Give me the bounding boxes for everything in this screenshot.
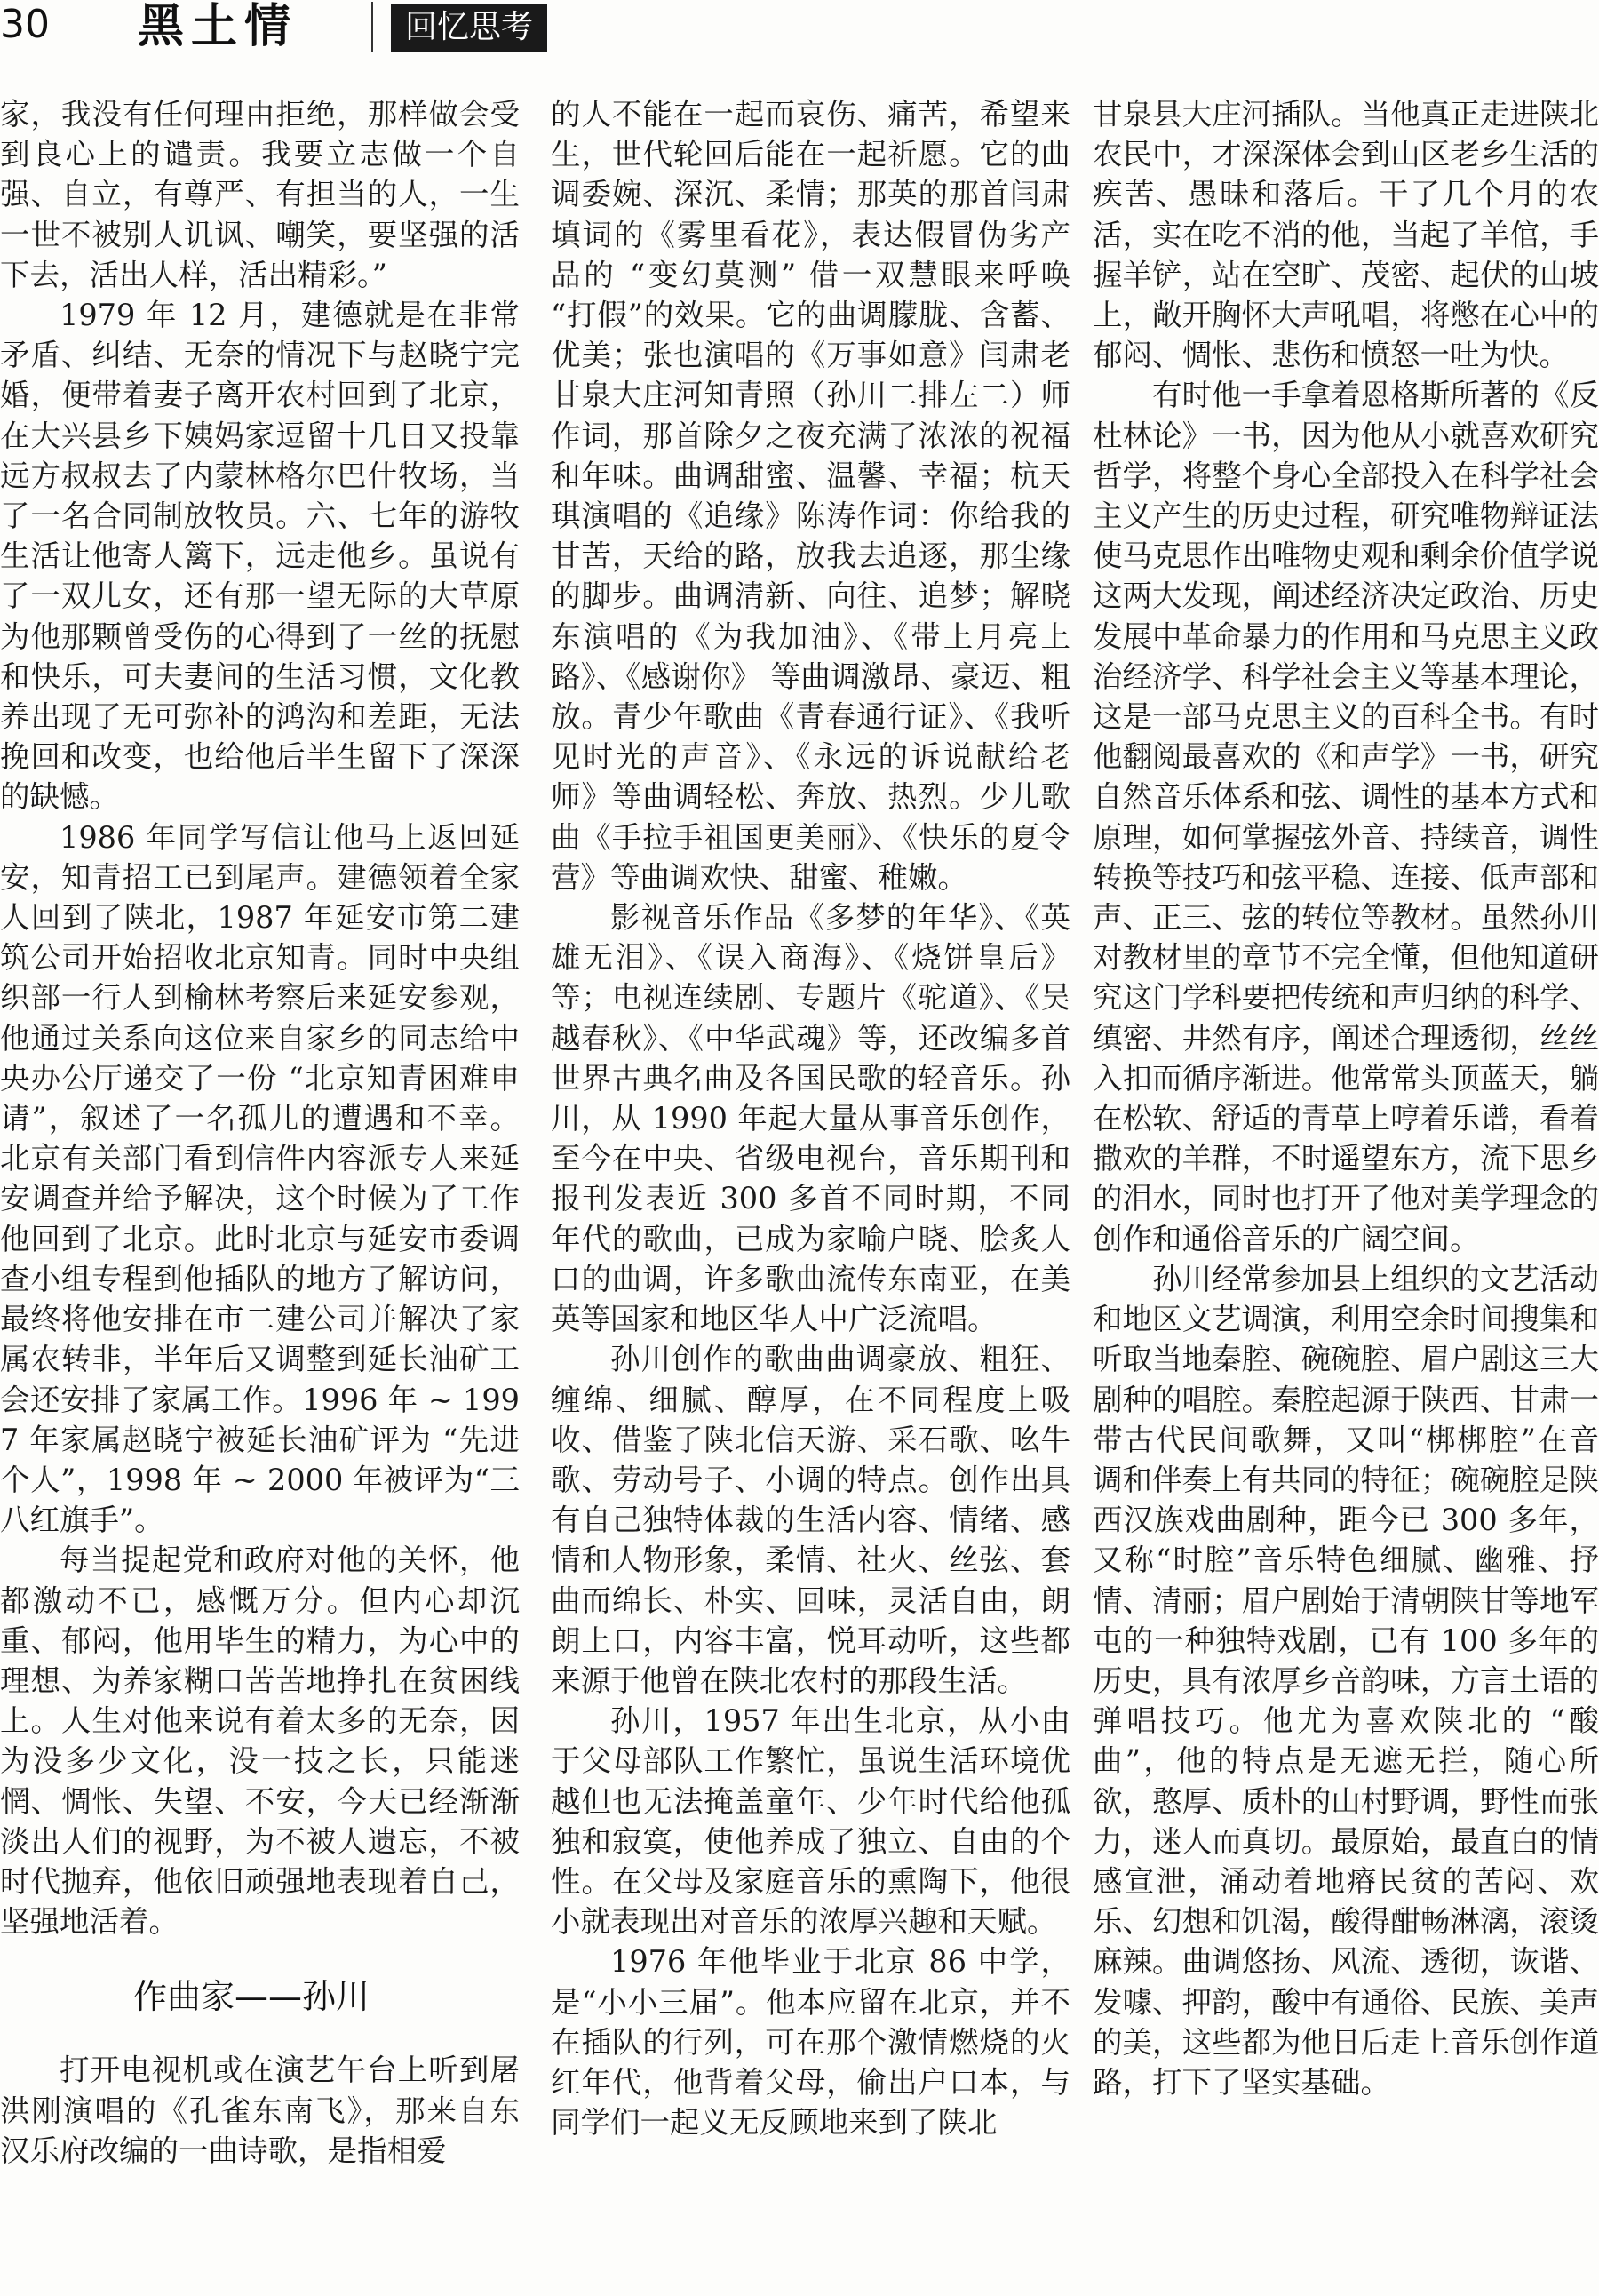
paragraph: 的人不能在一起而哀伤、痛苦，希望来生，世代轮回后能在一起祈愿。它的曲调委婉、深沉、柔情；那英的那首闫肃填词的《雾里看花》，表达假冒伪劣产品的 “变幻莫测” 借一双慧眼来呼唤 “打假”的效果。它的曲调朦胧、含蓄、优美；张也演唱的《万事如意》闫肃老甘泉大庄河知青照（孙川二排左二）师作词，那首除夕之夜充满了浓浓的祝福和年味。曲调甜蜜、温馨、幸福；杭天琪演唱的《追缘》陈涛作词：你给我的甘苦，天给的路，放我去追逐，那尘缘的脚步。曲调清新、向往、追梦；解晓东演唱的《为我加油》、《带上月亮上路》、《感谢你》 等曲调激昂、豪迈、粗放。青少年歌曲《青春通行证》、《我听见时光的声音》、《永远的诉说献给老师》等曲调轻松、奔放、热烈。少儿歌曲《手拉手祖国更美丽》、《快乐的夏令营》等曲调欢快、甜蜜、稚嫩。 bbox=[551, 97, 1070, 895]
paragraph: 孙川创作的歌曲曲调豪放、粗狂、缠绵、细腻、醇厚，在不同程度上吸收、借鉴了陕北信天游、采石歌、吆牛歌、劳动号子、小调的特点。创作出具有自己独特体裁的生活内容、情绪、感情和人物形象，柔情、社火、丝弦、套曲而绵长、朴实、回味，灵活自由，朗朗上口，内容丰富，悦耳动听，这些都来源于他曾在陕北农村的那段生活。 bbox=[551, 1342, 1070, 1698]
paragraph: 孙川经常参加县上组织的文艺活动和地区文艺调演，利用空余时间搜集和听取当地秦腔、碗碗腔、眉户剧这三大剧种的唱腔。秦腔起源于陕西、甘肃一带古代民间歌舞，又叫“梆梆腔”在音调和伴奏上有共同的特征；碗碗腔是陕西汉族戏曲剧种，距今已 300 多年，又称“时腔”音乐特色细腻、幽雅、抒情、清丽；眉户剧始于清朝陕甘等地军屯的一种独特戏剧，已有 100 多年的历史，具有浓厚乡音韵味，方言土语的弹唱技巧。他尤为喜欢陕北的 “酸曲”，他的特点是无遮无拦，随心所欲，憨厚、质朴的山村野调，野性而张力，迷人而真切。最原始，最直白的情感宣泄，涌动着地瘠民贫的苦闷、欢乐、幻想和饥渴，酸得酣畅淋漓，滚烫麻辣。曲调悠扬、风流、透彻，诙谐、发噱、押韵，酸中有通俗、民族、美声的美，这些都为他日后走上音乐创作道路，打下了坚实基础。 bbox=[1093, 1261, 1599, 2100]
text-column-1 bbox=[0, 94, 520, 2296]
paragraph: 家，我没有任何理由拒绝，那样做会受到良心上的谴责。我要立志做一个自强、自立，有尊严、有担当的人，一生一世不被别人讥讽、嘲笑，要坚强的活下去，活出人样，活出精彩。” bbox=[0, 97, 520, 292]
paragraph: 孙川，1957 年出生北京，从小由于父母部队工作繁忙，虽说生活环境优越但也无法掩盖童年、少年时代给他孤独和寂寞，使他养成了独立、自由的个性。在父母及家庭音乐的熏陶下，他很小就表现出对音乐的浓厚兴趣和天赋。 bbox=[551, 1703, 1070, 1940]
paragraph: 打开电视机或在演艺午台上听到屠洪刚演唱的《孔雀东南飞》，那来自东汉乐府改编的一曲诗歌，是指相爱 bbox=[0, 2053, 520, 2168]
paragraph: 甘泉县大庄河插队。当他真正走进陕北农民中，才深深体会到山区老乡生活的疾苦、愚昧和落后。干了几个月的农活，实在吃不消的他，当起了羊倌，手握羊铲，站在空旷、茂密、起伏的山坡上，敞开胸怀大声吼唱，将憋在心中的郁闷、惆怅、悲伤和愤怒一吐为快。 bbox=[1093, 97, 1599, 373]
header-divider bbox=[371, 2, 373, 52]
magazine-logo: 黑土情 bbox=[138, 0, 298, 53]
text-column-3 bbox=[1093, 94, 1599, 2296]
page-header bbox=[0, 0, 1599, 55]
paragraph: 每当提起党和政府对他的关怀，他都激动不已，感慨万分。但内心却沉重、郁闷，他用毕生的精力，为心中的理想、为养家糊口苦苦地挣扎在贫困线上。人生对他来说有着太多的无奈，因为没多少文化，没一技之长，只能迷惘、惆怅、失望、不安，今天已经渐渐淡出人们的视野，为不被人遗忘，不被时代抛弃，他依旧顽强地表现着自己，坚强地活着。 bbox=[0, 1543, 520, 1940]
text-column-2 bbox=[551, 94, 1070, 2296]
paragraph: 影视音乐作品《多梦的年华》、《英雄无泪》、《误入商海》、《烧饼皇后》等；电视连续剧、专题片《驼道》、《吴越春秋》、《中华武魂》等，还改编多首世界古典名曲及各国民歌的轻音乐。孙川，从 1990 年起大量从事音乐创作，至今在中央、省级电视台，音乐期刊和报刊发表近 300 多首不同时期，不同年代的歌曲，已成为家喻户晓、脍炙人口的曲调，许多歌曲流传东南亚，在美英等国家和地区华人中广泛流唱。 bbox=[551, 900, 1070, 1337]
paragraph: 1986 年同学写信让他马上返回延安，知青招工已到尾声。建德领着全家人回到了陕北，1987 年延安市第二建筑公司开始招收北京知青。同时中央组织部一行人到榆林考察后来延安参观，他通过关系向这位来自家乡的同志给中央办公厅递交了一份 “北京知青困难申请”，叙述了一名孤儿的遭遇和不幸。北京有关部门看到信件内容派专人来延安调查并给予解决，这个时候为了工作他回到了北京。此时北京与延安市委调查小组专程到他插队的地方了解访问，最终将他安排在市二建公司并解决了家属农转非，半年后又调整到延长油矿工会还安排了家属工作。1996 年 ~ 1997 年家属赵晓宁被延长油矿评为 “先进个人”，1998 年 ~ 2000 年被评为“三八红旗手”。 bbox=[0, 819, 520, 1538]
article-columns bbox=[0, 94, 1599, 2296]
page-number: 30 bbox=[0, 2, 50, 47]
paragraph: 1979 年 12 月，建德就是在非常矛盾、纠结、无奈的情况下与赵晓宁完婚，便带着妻子离开农村回到了北京，在大兴县乡下姨妈家逗留十几日又投靠远方叔叔去了内蒙林格尔巴什牧场，当了一名合同制放牧员。六、七年的游牧生活让他寄人篱下，远走他乡。虽说有了一双儿女，还有那一望无际的大草原为他那颗曾受伤的心得到了一丝的抚慰和快乐，可夫妻间的生活习惯，文化教养出现了无可弥补的鸿沟和差距，无法挽回和改变，也给他后半生留下了深深的缺憾。 bbox=[0, 298, 520, 815]
section-subheading: 作曲家——孙川 bbox=[133, 1977, 370, 2017]
paragraph: 有时他一手拿着恩格斯所著的《反杜林论》一书，因为他从小就喜欢研究哲学，将整个身心全部投入在科学社会主义产生的历史过程，研究唯物辩证法使马克思作出唯物史观和剩余价值学说这两大发现，阐述经济决定政治、历史发展中革命暴力的作用和马克思主义政治经济学、科学社会主义等基本理论，这是一部马克思主义的百科全书。有时他翻阅最喜欢的《和声学》一书，研究自然音乐体系和弦、调性的基本方式和原理，如何掌握弦外音、持续音，调性转换等技巧和弦平稳、连接、低声部和声、正三、弦的转位等教材。虽然孙川对教材里的章节不完全懂，但他知道研究这门学科要把传统和声归纳的科学、缜密、井然有序，阐述合理透彻，丝丝入扣而循序渐进。他常常头顶蓝天，躺在松软、舒适的青草上哼着乐谱，看着撒欢的羊群，不时遥望东方，流下思乡的泪水，同时也打开了他对美学理念的创作和通俗音乐的广阔空间。 bbox=[1093, 378, 1599, 1256]
paragraph: 1976 年他毕业于北京 86 中学，是“小小三届”。他本应留在北京，并不在插队的行列，可在那个激情燃烧的火红年代，他背着父母，偷出户口本，与同学们一起义无反顾地来到了陕北 bbox=[551, 1944, 1070, 2141]
section-badge: 回忆思考 bbox=[391, 4, 547, 52]
